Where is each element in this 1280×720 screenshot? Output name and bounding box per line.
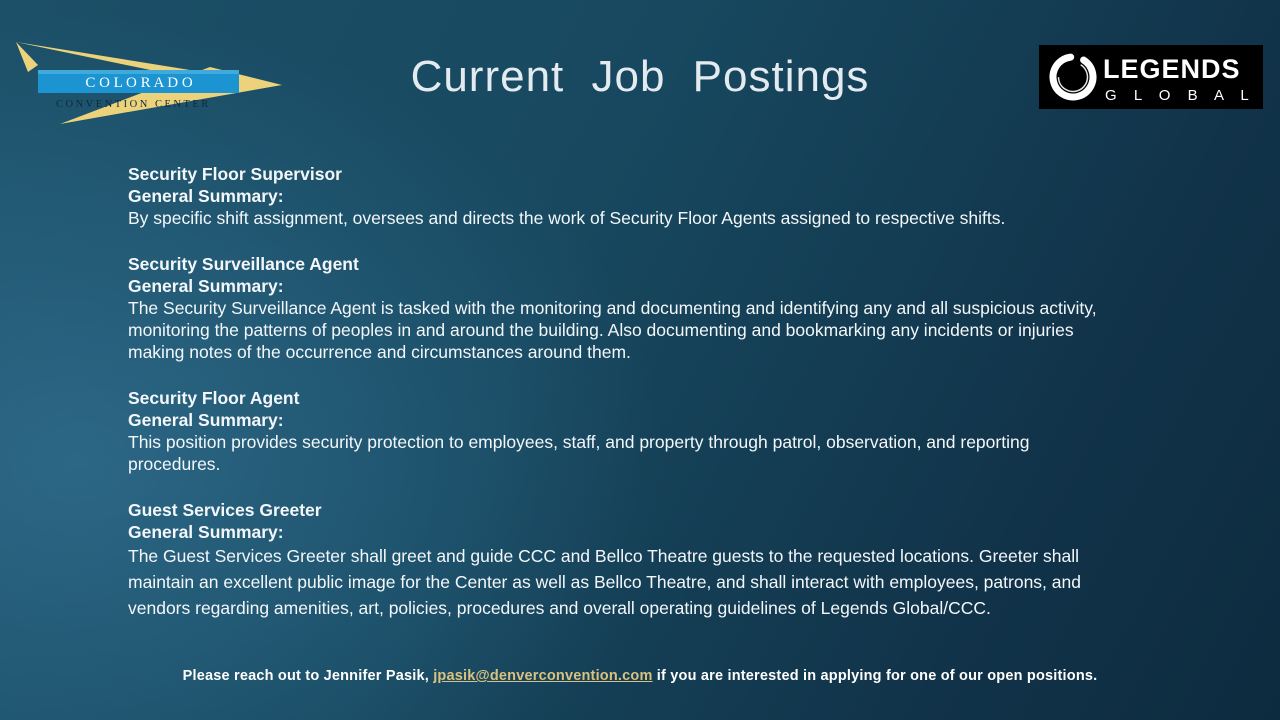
job-posting-security-floor-supervisor (128, 163, 1123, 229)
legends-global-logo (1039, 45, 1263, 109)
job-description: The Guest Services Greeter shall greet and guide CCC and Bellco Theatre guests to the requested locations. Greeter shall maintain an excellent public image for the Center as well as Bellco Theatre, and shall interact with employees, patrons, and vendors regarding amenities, art, policies, procedures and overall operating guidelines of Legends Global/CCC. (128, 546, 1081, 618)
legends-wordmark: LEGENDS (1103, 54, 1241, 84)
footer-text-after-link: if you are interested in applying for one of our open positions. (652, 668, 1098, 684)
convention-center-wordmark: CONVENTION CENTER (56, 99, 211, 110)
global-wordmark: G L O B A L (1105, 87, 1256, 104)
footer-text-before-link: Please reach out to Jennifer Pasik, (182, 668, 434, 684)
email-link[interactable]: jpasik@denverconvention.com (433, 668, 653, 684)
job-posting-security-surveillance-agent (128, 253, 1123, 363)
job-title: Guest Services Greeter (128, 500, 322, 520)
job-summary-label: General Summary: (128, 276, 284, 296)
job-description: By specific shift assignment, oversees and directs the work of Security Floor Agents assigned to respective shifts. (128, 208, 1006, 228)
job-summary-label: General Summary: (128, 186, 284, 206)
job-summary-label: General Summary: (128, 522, 284, 542)
colorado-wordmark: C O L O R A D O (85, 75, 193, 91)
job-summary-label: General Summary: (128, 410, 284, 430)
job-title: Security Floor Supervisor (128, 164, 342, 184)
page-title: Current Job Postings (410, 52, 870, 101)
job-description: The Security Surveillance Agent is tasked with the monitoring and documenting and identifying any and all suspicious activity, monitoring the patterns of peoples in and around the building. Also documenting and bookmarking any incidents or injuries making notes of the occurrence and circumstances around them. (128, 298, 1097, 362)
job-posting-security-floor-agent (128, 387, 1123, 475)
job-title: Security Surveillance Agent (128, 254, 359, 274)
job-description: This position provides security protection to employees, staff, and property through patrol, observation, and reporting procedures. (128, 432, 1030, 474)
job-title: Security Floor Agent (128, 388, 300, 408)
job-postings-list (128, 163, 1123, 645)
job-posting-guest-services-greeter (128, 499, 1123, 621)
contact-footer (0, 668, 1280, 684)
